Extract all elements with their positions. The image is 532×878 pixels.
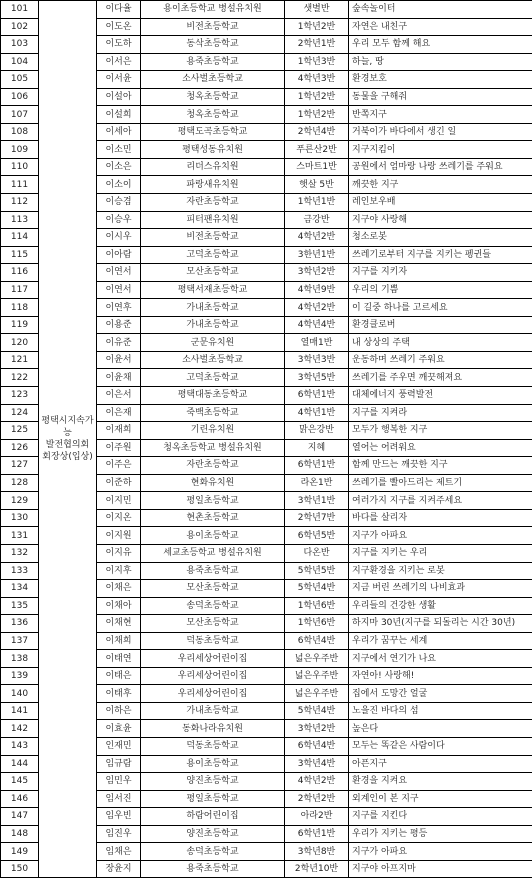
school-name: 현화유치원: [141, 474, 285, 492]
artwork-title: 내 상상의 주택: [349, 334, 532, 352]
class-name: 5학년5반: [285, 562, 349, 580]
artwork-title: 쓰레기로부터 지구를 지키는 펭귄들: [349, 246, 532, 264]
artwork-title: 모두는 똑같은 사람이다: [349, 737, 532, 755]
award-table-body: [1, 1, 532, 878]
artwork-title: 쓰레기를 주우면 깨끗해져요: [349, 369, 532, 387]
student-name: 이태연: [97, 650, 141, 668]
class-name: 2학년1반: [285, 36, 349, 54]
class-name: 열매1반: [285, 334, 349, 352]
entry-number: 112: [1, 194, 39, 212]
school-name: 평일초등학교: [141, 790, 285, 808]
class-name: 푸른산2반: [285, 141, 349, 159]
student-name: 이지온: [97, 509, 141, 527]
class-name: 2학년2반: [285, 790, 349, 808]
class-name: 1학년2반: [285, 18, 349, 36]
class-name: 4학년1반: [285, 404, 349, 422]
artwork-title: 지구를 지킨다: [349, 808, 532, 826]
school-name: 양진초등학교: [141, 773, 285, 791]
student-name: 이지후: [97, 562, 141, 580]
class-name: 3학년1반: [285, 492, 349, 510]
class-name: 4학년2반: [285, 773, 349, 791]
student-name: 이설아: [97, 88, 141, 106]
artwork-title: 우리들의 건강한 생활: [349, 597, 532, 615]
school-name: 동삭초등학교: [141, 36, 285, 54]
class-name: 3한년1반: [285, 246, 349, 264]
student-name: 이주은: [97, 457, 141, 475]
class-name: 6학년1반: [285, 387, 349, 405]
school-name: 가내초등학교: [141, 316, 285, 334]
entry-number: 134: [1, 580, 39, 598]
artwork-title: 우리의 기쁨: [349, 281, 532, 299]
class-name: 1학년1반: [285, 194, 349, 212]
artwork-title: 지구가 아파요: [349, 527, 532, 545]
entry-number: 130: [1, 509, 39, 527]
artwork-title: 하늘, 땅: [349, 53, 532, 71]
entry-number: 106: [1, 88, 39, 106]
school-name: 평택서재초등학교: [141, 281, 285, 299]
artwork-title: 지구환경을 지키는 로봇: [349, 562, 532, 580]
school-name: 소사벌초등학교: [141, 71, 285, 89]
class-name: 6학년1반: [285, 825, 349, 843]
entry-number: 119: [1, 316, 39, 334]
student-name: 이도하: [97, 36, 141, 54]
school-name: 고덕초등학교: [141, 246, 285, 264]
school-name: 청옥초등학교: [141, 106, 285, 124]
student-name: 이용준: [97, 316, 141, 334]
class-name: 3학년8반: [285, 843, 349, 861]
class-name: 1학년6반: [285, 615, 349, 633]
student-name: 이태은: [97, 667, 141, 685]
class-name: 6학년5반: [285, 527, 349, 545]
entry-number: 105: [1, 71, 39, 89]
artwork-title: 열어는 어려워요: [349, 439, 532, 457]
school-name: 평일초등학교: [141, 492, 285, 510]
school-name: 하람어린이집: [141, 808, 285, 826]
student-name: 이연서: [97, 264, 141, 282]
student-name: 이서윤: [97, 71, 141, 89]
class-name: 다온반: [285, 544, 349, 562]
school-name: 청옥초등학교 병설유치원: [141, 439, 285, 457]
student-name: 임규람: [97, 755, 141, 773]
student-name: 이소이: [97, 176, 141, 194]
class-name: 아라2반: [285, 808, 349, 826]
award-category: 평택시지속가능 발전협의회 회장상(입상): [39, 1, 97, 878]
student-name: 이태후: [97, 685, 141, 703]
artwork-title: 우리 모두 함께 해요: [349, 36, 532, 54]
artwork-title: 여러가지 지구를 지켜주세요: [349, 492, 532, 510]
entry-number: 104: [1, 53, 39, 71]
school-name: 모산초등학교: [141, 264, 285, 282]
artwork-title: 대체에너지 풍력발전: [349, 387, 532, 405]
entry-number: 123: [1, 387, 39, 405]
school-name: 용죽초등학교: [141, 562, 285, 580]
student-name: 이은서: [97, 387, 141, 405]
student-name: 이채은: [97, 580, 141, 598]
entry-number: 150: [1, 860, 39, 878]
artwork-title: 우리가 지키는 평등: [349, 825, 532, 843]
artwork-title: 환경을 지켜요: [349, 773, 532, 791]
school-name: 자란초등학교: [141, 457, 285, 475]
school-name: 송덕초등학교: [141, 597, 285, 615]
school-name: 가내초등학교: [141, 702, 285, 720]
entry-number: 127: [1, 457, 39, 475]
class-name: 1학년2반: [285, 106, 349, 124]
entry-number: 141: [1, 702, 39, 720]
school-name: 동화나라유치원: [141, 720, 285, 738]
entry-number: 121: [1, 351, 39, 369]
artwork-title: 바다를 살리자: [349, 509, 532, 527]
student-name: 이소민: [97, 141, 141, 159]
artwork-title: 깨끗한 지구: [349, 176, 532, 194]
student-name: 이연서: [97, 281, 141, 299]
artwork-title: 함께 만드는 깨끗한 지구: [349, 457, 532, 475]
artwork-title: 아픈지구: [349, 755, 532, 773]
school-name: 고덕초등학교: [141, 369, 285, 387]
entry-number: 113: [1, 211, 39, 229]
student-name: 인재민: [97, 737, 141, 755]
school-name: 용죽초등학교: [141, 53, 285, 71]
school-name: 비전초등학교: [141, 18, 285, 36]
class-name: 스마트1반: [285, 158, 349, 176]
school-name: 양진초등학교: [141, 825, 285, 843]
artwork-title: 지구가 아파요: [349, 843, 532, 861]
school-name: 세교초등학교 병설유치원: [141, 544, 285, 562]
class-name: 금강반: [285, 211, 349, 229]
school-name: 죽백초등학교: [141, 404, 285, 422]
class-name: 넓은우주반: [285, 667, 349, 685]
class-name: 5학년4반: [285, 580, 349, 598]
student-name: 이서은: [97, 53, 141, 71]
class-name: 4학년4반: [285, 316, 349, 334]
student-name: 이유준: [97, 334, 141, 352]
student-name: 이승우: [97, 211, 141, 229]
entry-number: 147: [1, 808, 39, 826]
artwork-title: 지구지킴이: [349, 141, 532, 159]
artwork-title: 집에서 도망간 얼굴: [349, 685, 532, 703]
entry-number: 129: [1, 492, 39, 510]
school-name: 현촌초등학교: [141, 509, 285, 527]
student-name: 이채희: [97, 632, 141, 650]
entry-number: 111: [1, 176, 39, 194]
student-name: 임진우: [97, 825, 141, 843]
artwork-title: 동물을 구해줘: [349, 88, 532, 106]
artwork-title: 외계인이 본 지구: [349, 790, 532, 808]
student-name: 이준하: [97, 474, 141, 492]
entry-number: 116: [1, 264, 39, 282]
school-name: 용죽초등학교: [141, 860, 285, 878]
class-name: 3학년5반: [285, 369, 349, 387]
artwork-title: 지구야 아프지마: [349, 860, 532, 878]
student-name: 이하은: [97, 702, 141, 720]
class-name: 맑은강반: [285, 422, 349, 440]
entry-number: 139: [1, 667, 39, 685]
student-name: 이시우: [97, 229, 141, 247]
artwork-title: 지구를 지켜라: [349, 404, 532, 422]
entry-number: 114: [1, 229, 39, 247]
entry-number: 126: [1, 439, 39, 457]
artwork-title: 운동하며 쓰레기 주워요: [349, 351, 532, 369]
entry-number: 143: [1, 737, 39, 755]
entry-number: 131: [1, 527, 39, 545]
student-name: 이지유: [97, 544, 141, 562]
entry-number: 148: [1, 825, 39, 843]
class-name: 6학년4반: [285, 737, 349, 755]
school-name: 평택대동초등학교: [141, 387, 285, 405]
school-name: 용이초등학교 병설유치원: [141, 1, 285, 19]
entry-number: 110: [1, 158, 39, 176]
entry-number: 108: [1, 123, 39, 141]
student-name: 이세아: [97, 123, 141, 141]
student-name: 이윤서: [97, 351, 141, 369]
class-name: 6학년4반: [285, 632, 349, 650]
entry-number: 117: [1, 281, 39, 299]
student-name: 이소은: [97, 158, 141, 176]
artwork-title: 자연아! 사랑해!: [349, 667, 532, 685]
artwork-title: 지구에서 연기가 나요: [349, 650, 532, 668]
artwork-title: 청소로봇: [349, 229, 532, 247]
entry-number: 138: [1, 650, 39, 668]
entry-number: 135: [1, 597, 39, 615]
artwork-title: 레인보우배: [349, 194, 532, 212]
artwork-title: 우리가 꿈꾸는 세계: [349, 632, 532, 650]
artwork-title: 쓰레기를 빨아드리는 제트기: [349, 474, 532, 492]
artwork-title: 환경보호: [349, 71, 532, 89]
class-name: 3학년2반: [285, 720, 349, 738]
school-name: 송덕초등학교: [141, 843, 285, 861]
artwork-title: 높은다: [349, 720, 532, 738]
entry-number: 125: [1, 422, 39, 440]
student-name: 임우빈: [97, 808, 141, 826]
school-name: 덕동초등학교: [141, 737, 285, 755]
student-name: 이채현: [97, 615, 141, 633]
school-name: 소사벌초등학교: [141, 351, 285, 369]
artwork-title: 지금 버린 쓰레기의 나비효과: [349, 580, 532, 598]
school-name: 모산초등학교: [141, 580, 285, 598]
artwork-title: 공원에서 엄마랑 나랑 쓰레기를 주워요: [349, 158, 532, 176]
student-name: 이연후: [97, 299, 141, 317]
student-name: 장윤지: [97, 860, 141, 878]
student-name: 이다율: [97, 1, 141, 19]
student-name: 임서진: [97, 790, 141, 808]
class-name: 햇살 5반: [285, 176, 349, 194]
class-name: 지혜: [285, 439, 349, 457]
class-name: 4학년2반: [285, 299, 349, 317]
school-name: 우리세상어린이집: [141, 650, 285, 668]
student-name: 이은재: [97, 404, 141, 422]
student-name: 임채은: [97, 843, 141, 861]
student-name: 이지원: [97, 527, 141, 545]
artwork-title: 모두가 행복한 지구: [349, 422, 532, 440]
class-name: 샛별반: [285, 1, 349, 19]
class-name: 1학년2반: [285, 88, 349, 106]
entry-number: 132: [1, 544, 39, 562]
school-name: 파랑새유치원: [141, 176, 285, 194]
school-name: 모산초등학교: [141, 615, 285, 633]
school-name: 피터팬유치원: [141, 211, 285, 229]
class-name: 3학년3반: [285, 351, 349, 369]
student-name: 이윤채: [97, 369, 141, 387]
artwork-title: 하지마 30년(지구를 되돌리는 시간 30년): [349, 615, 532, 633]
artwork-title: 환경클로버: [349, 316, 532, 334]
student-name: 이도온: [97, 18, 141, 36]
artwork-title: 지구야 사랑해: [349, 211, 532, 229]
artwork-title: 숲속놀이터: [349, 1, 532, 19]
school-name: 우리세상어린이집: [141, 667, 285, 685]
school-name: 가내초등학교: [141, 299, 285, 317]
entry-number: 101: [1, 1, 39, 19]
student-name: 이채아: [97, 597, 141, 615]
class-name: 2학년10반: [285, 860, 349, 878]
student-name: 이승겸: [97, 194, 141, 212]
school-name: 비전초등학교: [141, 229, 285, 247]
school-name: 평택성동유치원: [141, 141, 285, 159]
table-row: [1, 1, 532, 19]
class-name: 2학년4반: [285, 123, 349, 141]
entry-number: 149: [1, 843, 39, 861]
artwork-title: 이 길중 하나를 고르세요: [349, 299, 532, 317]
class-name: 4학년9반: [285, 281, 349, 299]
school-name: 기린유치원: [141, 422, 285, 440]
class-name: 5학년4반: [285, 702, 349, 720]
class-name: 2학년7반: [285, 509, 349, 527]
entry-number: 107: [1, 106, 39, 124]
class-name: 3학년2반: [285, 264, 349, 282]
entry-number: 128: [1, 474, 39, 492]
school-name: 덕동초등학교: [141, 632, 285, 650]
artwork-title: 지구를 지키자: [349, 264, 532, 282]
class-name: 4학년2반: [285, 229, 349, 247]
artwork-title: 거북이가 바다에서 생긴 일: [349, 123, 532, 141]
school-name: 리더스유치원: [141, 158, 285, 176]
entry-number: 103: [1, 36, 39, 54]
entry-number: 102: [1, 18, 39, 36]
entry-number: 142: [1, 720, 39, 738]
artwork-title: 노을진 바다의 섬: [349, 702, 532, 720]
school-name: 평택도곡초등학교: [141, 123, 285, 141]
class-name: 넓은우주반: [285, 650, 349, 668]
class-name: 1학년3반: [285, 53, 349, 71]
student-name: 임민우: [97, 773, 141, 791]
school-name: 용이초등학교: [141, 527, 285, 545]
entry-number: 122: [1, 369, 39, 387]
student-name: 이주원: [97, 439, 141, 457]
entry-number: 146: [1, 790, 39, 808]
student-name: 이아람: [97, 246, 141, 264]
entry-number: 145: [1, 773, 39, 791]
artwork-title: 자연은 내친구: [349, 18, 532, 36]
school-name: 군문유치원: [141, 334, 285, 352]
entry-number: 137: [1, 632, 39, 650]
class-name: 1학년6반: [285, 597, 349, 615]
entry-number: 133: [1, 562, 39, 580]
student-name: 이설희: [97, 106, 141, 124]
student-name: 이지민: [97, 492, 141, 510]
class-name: 라온1반: [285, 474, 349, 492]
artwork-title: 반쪽지구: [349, 106, 532, 124]
school-name: 우리세상어린이집: [141, 685, 285, 703]
entry-number: 136: [1, 615, 39, 633]
entry-number: 140: [1, 685, 39, 703]
school-name: 자란초등학교: [141, 194, 285, 212]
entry-number: 118: [1, 299, 39, 317]
class-name: 6학년1반: [285, 457, 349, 475]
class-name: 넓은우주반: [285, 685, 349, 703]
entry-number: 124: [1, 404, 39, 422]
entry-number: 109: [1, 141, 39, 159]
entry-number: 144: [1, 755, 39, 773]
entry-number: 115: [1, 246, 39, 264]
class-name: 3학년4반: [285, 755, 349, 773]
school-name: 용이초등학교: [141, 755, 285, 773]
school-name: 청옥초등학교: [141, 88, 285, 106]
student-name: 이효윤: [97, 720, 141, 738]
class-name: 4학년3반: [285, 71, 349, 89]
student-name: 이재희: [97, 422, 141, 440]
artwork-title: 지구를 지키는 우리: [349, 544, 532, 562]
entry-number: 120: [1, 334, 39, 352]
